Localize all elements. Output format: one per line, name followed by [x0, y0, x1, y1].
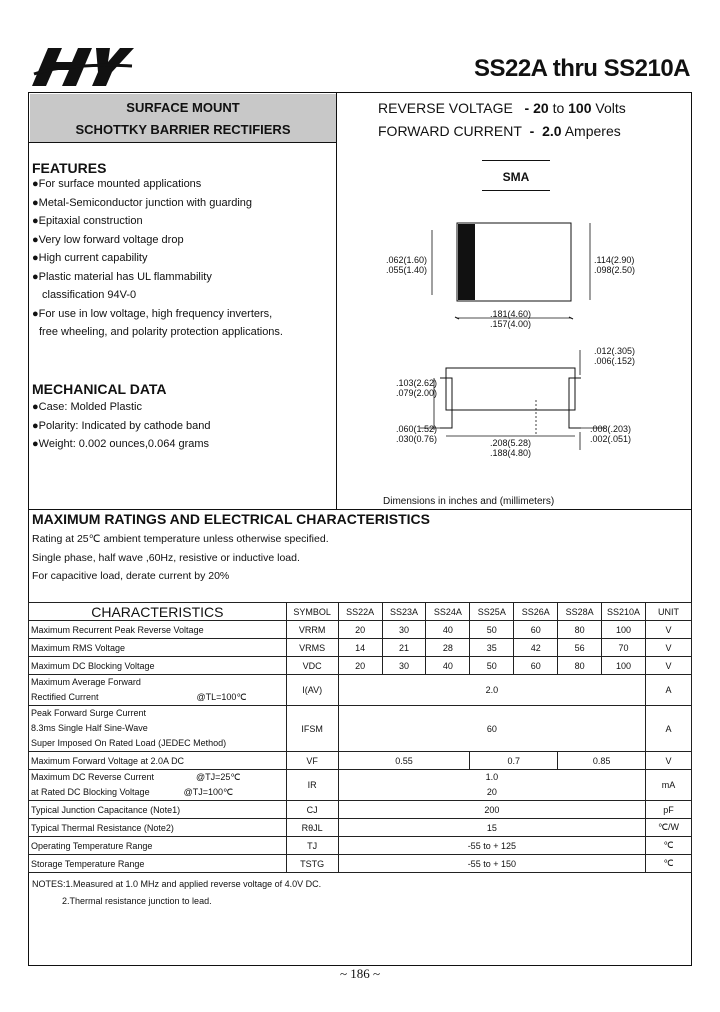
feature-item: ●For surface mounted applications [32, 178, 202, 190]
table-row: Maximum DC Blocking Voltage VDC 20 30 40 50 60 80 100 V [29, 657, 692, 675]
product-type-line1: SURFACE MOUNT [126, 100, 240, 115]
ratings-heading: MAXIMUM RATINGS AND ELECTRICAL CHARACTERISTICS [32, 511, 430, 527]
dim-body-length: .181(4.60) .157(4.00) [490, 309, 532, 329]
package-rule-bottom [482, 190, 550, 191]
package-rule-top [482, 160, 550, 161]
dim-overall-length: .208(5.28) .188(4.80) [490, 438, 532, 458]
table-row: Maximum Average Forward Rectified Current @TL=100℃ I(AV) 2.0 A [29, 675, 692, 706]
ratings-summary [378, 97, 626, 143]
table-row: Maximum DC Reverse Current @TJ=25℃ at Rated DC Blocking Voltage @TJ=100℃ IR 1.0 20 mA [29, 770, 692, 801]
characteristics-table [28, 602, 692, 873]
features-list [32, 175, 283, 342]
mechanical-item: ●Polarity: Indicated by cathode band [32, 419, 211, 432]
notes [32, 876, 321, 910]
mechanical-list [32, 398, 211, 454]
dim-lead-length: .060(1.52) .030(0.76) [396, 424, 438, 444]
feature-item: ●Metal-Semiconductor junction with guarding [32, 196, 253, 209]
mechanical-heading: MECHANICAL DATA [32, 381, 167, 397]
column-divider [336, 92, 337, 510]
feature-item: ●Very low forward voltage drop [32, 233, 184, 246]
dim-band-width: .062(1.60) .055(1.40) [386, 255, 428, 275]
table-row: Storage Temperature Range TSTG -55 to + 150 ℃ [29, 855, 692, 873]
ratings-conditions: Rating at 25℃ ambient temperature unless otherwise specified. Single phase, half wave ,60Hz, resistive or inductive load. For capacitive load, derate current by 20% [32, 533, 329, 582]
dim-package-height: .103(2.62) .079(2.00) [396, 378, 438, 398]
feature-item: ●High current capability [32, 252, 148, 264]
feature-item: ●Plastic material has UL flammability [32, 270, 212, 283]
package-outline-drawing [340, 200, 690, 470]
feature-item: ●For use in low voltage, high frequency inverters, [32, 307, 273, 320]
package-label: SMA [502, 170, 530, 184]
hy-logo [28, 40, 138, 88]
table-row: Typical Junction Capacitance (Note1) CJ 200 pF [29, 801, 692, 819]
feature-item: free wheeling, and polarity protection applications. [39, 326, 283, 338]
table-row: Peak Forward Surge Current 8.3ms Single Half Sine-Wave Super Imposed On Rated Load (JEDEC Method) IFSM 60 A [29, 706, 692, 752]
mechanical-item: ●Case: Molded Plastic [32, 401, 142, 413]
section-divider [28, 509, 692, 510]
note-1: NOTES:1.Measured at 1.0 MHz and applied reverse voltage of 4.0V DC. [32, 879, 322, 889]
table-row: Typical Thermal Resistance (Note2) RθJL 15 ℃/W [29, 819, 692, 837]
dimensions-caption: Dimensions in inches and (millimeters) [383, 496, 555, 507]
table-header-row: CHARACTERISTICS SYMBOL SS22A SS23A SS24A SS25A SS26A SS28A SS210A UNIT [29, 603, 692, 621]
page-number: ~ 186 ~ [339, 966, 381, 981]
table-row: Maximum RMS Voltage VRMS 14 21 28 35 42 56 70 V [29, 639, 692, 657]
forward-current-line: FORWARD CURRENT - 2.0 Amperes [378, 123, 621, 139]
features-heading: FEATURES [32, 160, 107, 176]
feature-item: ●Epitaxial construction [32, 215, 143, 227]
mechanical-item: ●Weight: 0.002 ounces,0.064 grams [32, 438, 210, 450]
dim-standoff: .008(.203) .002(.051) [590, 424, 632, 444]
table-row: Maximum Recurrent Peak Reverse Voltage VRRM 20 30 40 50 60 80 100 V [29, 621, 692, 639]
product-type-line2: SCHOTTKY BARRIER RECTIFIERS [75, 122, 291, 137]
dim-body-height: .114(2.90) .098(2.50) [594, 255, 636, 275]
header-divider [28, 142, 336, 143]
reverse-voltage-line: REVERSE VOLTAGE - 20 to 100 Volts [378, 100, 626, 116]
table-row: Maximum Forward Voltage at 2.0A DC VF 0.55 0.7 0.85 V [29, 752, 692, 770]
product-type-box [30, 94, 336, 142]
feature-item: classification 94V-0 [42, 289, 137, 301]
dim-lead-thickness: .012(.305) .006(.152) [594, 346, 636, 366]
table-row: Operating Temperature Range TJ -55 to + 125 ℃ [29, 837, 692, 855]
document-title: SS22A thru SS210A [473, 55, 690, 82]
note-2: 2.Thermal resistance junction to lead. [62, 896, 212, 906]
